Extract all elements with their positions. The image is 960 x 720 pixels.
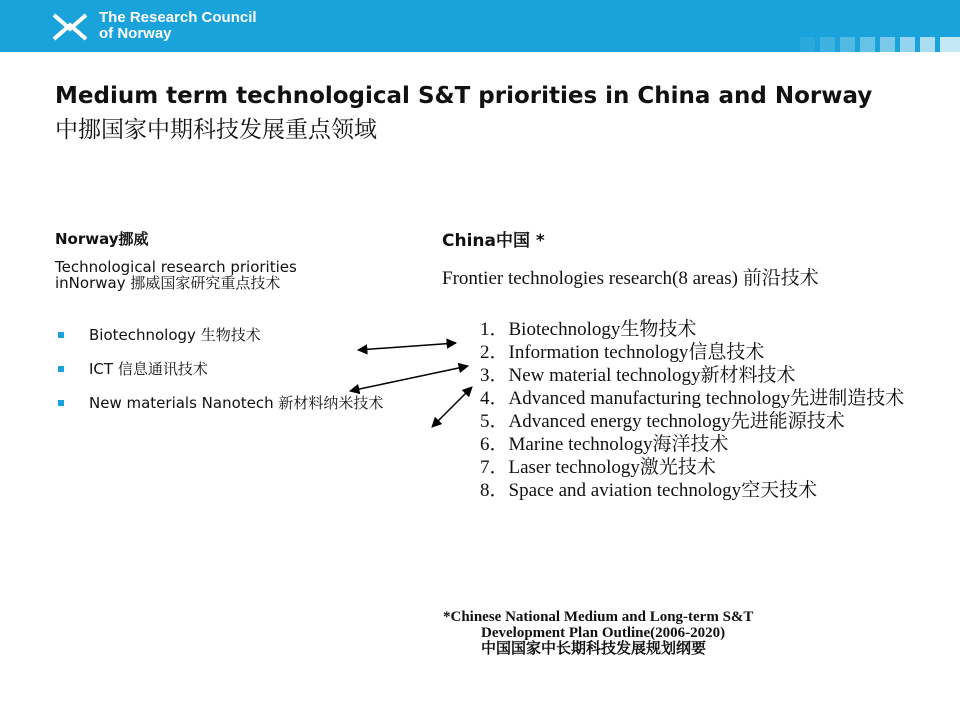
norway-priority-list xyxy=(55,326,384,412)
list-item: New materials Nanotech 新材料纳米技术 xyxy=(55,395,419,411)
decorative-tiles xyxy=(800,37,960,52)
list-item: 3．New material technology新材料技术 xyxy=(480,365,796,386)
list-item: 6．Marine technology海洋技术 xyxy=(480,434,729,455)
brand-name xyxy=(99,10,257,42)
footnote-line-1: *Chinese National Medium and Long-term S&T xyxy=(443,609,754,625)
list-item: ICT 信息通讯技术 xyxy=(55,361,355,377)
title-english: Medium term technological S&T priorities in China and Norway xyxy=(55,83,873,109)
list-item: 7．Laser technology激光技术 xyxy=(480,457,716,478)
list-item: 1．Biotechnology生物技术 xyxy=(480,319,697,340)
china-column xyxy=(442,226,922,502)
brand-line-2: of Norway xyxy=(99,25,172,42)
china-priority-list xyxy=(480,318,922,502)
china-heading: China中国 * xyxy=(442,231,545,251)
page-title xyxy=(55,80,915,146)
list-item: 4．Advanced manufacturing technology先进制造技术 xyxy=(480,388,905,409)
list-item: 8．Space and aviation technology空天技术 xyxy=(480,480,818,501)
research-council-logo-icon xyxy=(50,9,90,45)
norway-heading: Norway挪威 xyxy=(55,230,149,248)
header-bar xyxy=(0,0,960,52)
china-frontier-line: Frontier technologies research(8 areas) 前沿技术 xyxy=(442,268,819,289)
brand-line-1: The Research Council xyxy=(99,9,257,26)
list-item: 2．Information technology信息技术 xyxy=(480,342,765,363)
norway-subtitle: Technological research priorities inNorway 挪威国家研究重点技术 xyxy=(55,258,297,292)
footnote-line-3: 中国国家中长期科技发展规划纲要 xyxy=(481,641,707,657)
list-item: Biotechnology 生物技术 xyxy=(55,327,355,343)
norway-column xyxy=(55,228,384,429)
footnote xyxy=(443,609,913,657)
list-item: 5．Advanced energy technology先进能源技术 xyxy=(480,411,845,432)
footnote-line-2: Development Plan Outline(2006-2020) xyxy=(481,625,726,641)
title-chinese: 中挪国家中期科技发展重点领域 xyxy=(55,117,377,143)
